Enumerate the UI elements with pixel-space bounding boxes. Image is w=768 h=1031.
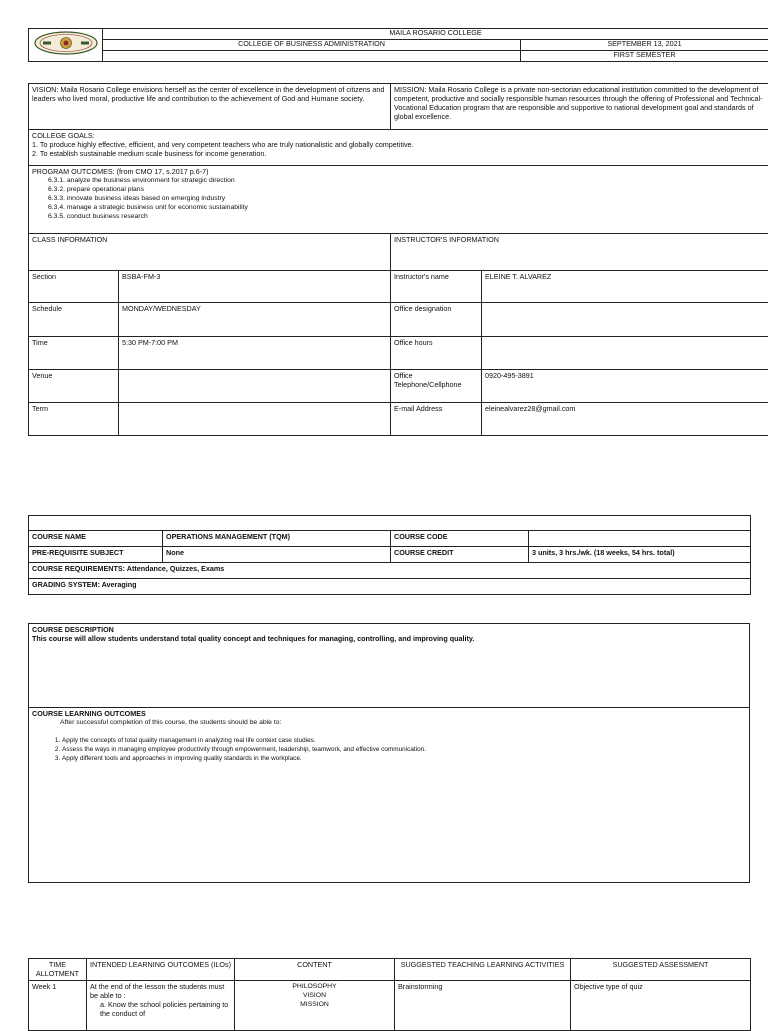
time-cell: Week 1: [29, 981, 87, 1031]
college-goals: [29, 130, 768, 166]
time-value: 5:30 PM-7:00 PM: [119, 337, 391, 370]
outcomes-title: COURSE LEARNING OUTCOMES: [32, 709, 746, 718]
course-code-value: [529, 531, 751, 547]
program-outcome-item: 6.3.4. manage a strategic business unit for economic sustainability: [32, 203, 765, 212]
credit-value: 3 units, 3 hrs./wk. (18 weeks, 54 hrs. total): [529, 547, 751, 563]
instructor-info-title: INSTRUCTOR'S INFORMATION: [391, 234, 768, 271]
description-text: This course will allow students understand total quality concept and techniques for managing, controlling, and improving quality.: [32, 634, 746, 643]
goals-title: COLLEGE GOALS:: [32, 131, 765, 140]
time-label: Time: [29, 337, 119, 370]
outcomes-list: [32, 736, 746, 763]
outcome-item: 1. Apply the concepts of total quality management in analyzing real life context case studies.: [62, 736, 746, 745]
course-blank-row: [29, 516, 751, 531]
college-seal-logo: [33, 31, 99, 55]
header-blank: [103, 51, 521, 62]
description-block: [28, 623, 750, 883]
outcomes-intro: After successful completion of this course, the students should be able to:: [32, 718, 746, 727]
course-code-label: COURSE CODE: [391, 531, 529, 547]
ilo-cell: [87, 981, 235, 1031]
course-requirements: COURSE REQUIREMENTS: Attendance, Quizzes, Exams: [29, 563, 751, 579]
assessment-cell: Objective type of quiz: [571, 981, 751, 1031]
info-block: [28, 83, 768, 436]
content-cell: [235, 981, 395, 1031]
schedule-value: MONDAY/WEDNESDAY: [119, 303, 391, 337]
telephone-value: 0920-495-3891: [482, 370, 768, 403]
office-designation-label: Office designation: [391, 303, 482, 337]
goal-item: 2. To establish sustainable medium scale business for income generation.: [32, 149, 765, 158]
header-ilos: INTENDED LEARNING OUTCOMES (ILOs): [87, 959, 235, 981]
instructor-name-label: Instructor's name: [391, 271, 482, 303]
program-outcome-item: 6.3.3. innovate business ideas based on emerging industry: [32, 194, 765, 203]
schedule-label: Schedule: [29, 303, 119, 337]
ilo-intro: At the end of the lesson the students must be able to :: [90, 982, 231, 1000]
department-name: COLLEGE OF BUSINESS ADMINISTRATION: [103, 40, 521, 51]
header-date: SEPTEMBER 13, 2021: [521, 40, 768, 51]
header-time-allotment: TIME ALLOTMENT: [29, 959, 87, 981]
instructor-name-value: ELEINE T. ALVAREZ: [482, 271, 768, 303]
course-block: [28, 515, 751, 595]
header-activities: SUGGESTED TEACHING LEARNING ACTIVITIES: [395, 959, 571, 981]
outcome-item: 2. Assess the ways in managing employee productivity through empowerment, leadership, teamwork, and effective communication.: [62, 745, 746, 754]
program-outcome-item: 6.3.1. analyze the business environment for strategic direction: [32, 176, 765, 185]
office-hours-value: [482, 337, 768, 370]
program-outcome-item: 6.3.2. prepare operational plans: [32, 185, 765, 194]
grading-system: GRADING SYSTEM: Averaging: [29, 579, 751, 595]
header-semester: FIRST SEMESTER: [521, 51, 768, 62]
term-label: Term: [29, 403, 119, 436]
section-value: BSBA-FM-3: [119, 271, 391, 303]
venue-value: [119, 370, 391, 403]
course-name-value: OPERATIONS MANAGEMENT (TQM): [163, 531, 391, 547]
email-label: E-mail Address: [391, 403, 482, 436]
logo-cell: [29, 29, 103, 62]
outcome-item: 3. Apply different tools and approaches in improving quality standards in the workplace.: [62, 754, 746, 763]
content-item: VISION: [238, 991, 391, 1000]
program-outcomes-title: PROGRAM OUTCOMES: (from CMO 17, s.2017 p.6-7): [32, 167, 765, 176]
course-learning-outcomes: [29, 708, 750, 883]
prereq-label: PRE-REQUISITE SUBJECT: [29, 547, 163, 563]
term-value: [119, 403, 391, 436]
description-title: COURSE DESCRIPTION: [32, 625, 746, 634]
header-block: [28, 28, 768, 62]
plan-block: [28, 958, 751, 1031]
course-description: [29, 624, 750, 708]
content-item: MISSION: [238, 1000, 391, 1009]
activities-cell: Brainstorming: [395, 981, 571, 1031]
college-name: MAILA ROSARIO COLLEGE: [103, 29, 768, 40]
office-designation-value: [482, 303, 768, 337]
prereq-value: None: [163, 547, 391, 563]
office-hours-label: Office hours: [391, 337, 482, 370]
header-assessment: SUGGESTED ASSESSMENT: [571, 959, 751, 981]
credit-label: COURSE CREDIT: [391, 547, 529, 563]
mission-text: MISSION: Maila Rosario College is a private non-sectorian educational institution committed to the development of competent, productive and socially responsible human resources through the offering of Professional and Technical-Vocational Education program that are responsible and supportive to national development goal and standards of global excellence.: [391, 84, 768, 130]
program-outcomes: [29, 166, 768, 234]
goal-item: 1. To produce highly effective, efficient, and very competent teachers who are truly nationalistic and globally competitive.: [32, 140, 765, 149]
course-name-label: COURSE NAME: [29, 531, 163, 547]
section-label: Section: [29, 271, 119, 303]
content-item: PHILOSOPHY: [238, 982, 391, 991]
telephone-label: Office Telephone/Cellphone: [391, 370, 482, 403]
ilo-item: a. Know the school policies pertaining to the conduct of: [90, 1000, 231, 1018]
email-value: eleinealvarez28@gmail.com: [482, 403, 768, 436]
vision-text: VISION: Maila Rosario College envisions herself as the center of excellence in the development of citizens and leaders who lived moral, productive life and contribution to the achievement of God and Humane society.: [29, 84, 391, 130]
venue-label: Venue: [29, 370, 119, 403]
class-info-title: CLASS INFORMATION: [29, 234, 391, 271]
header-content: CONTENT: [235, 959, 395, 981]
program-outcome-item: 6.3.5. conduct business research: [32, 212, 765, 221]
